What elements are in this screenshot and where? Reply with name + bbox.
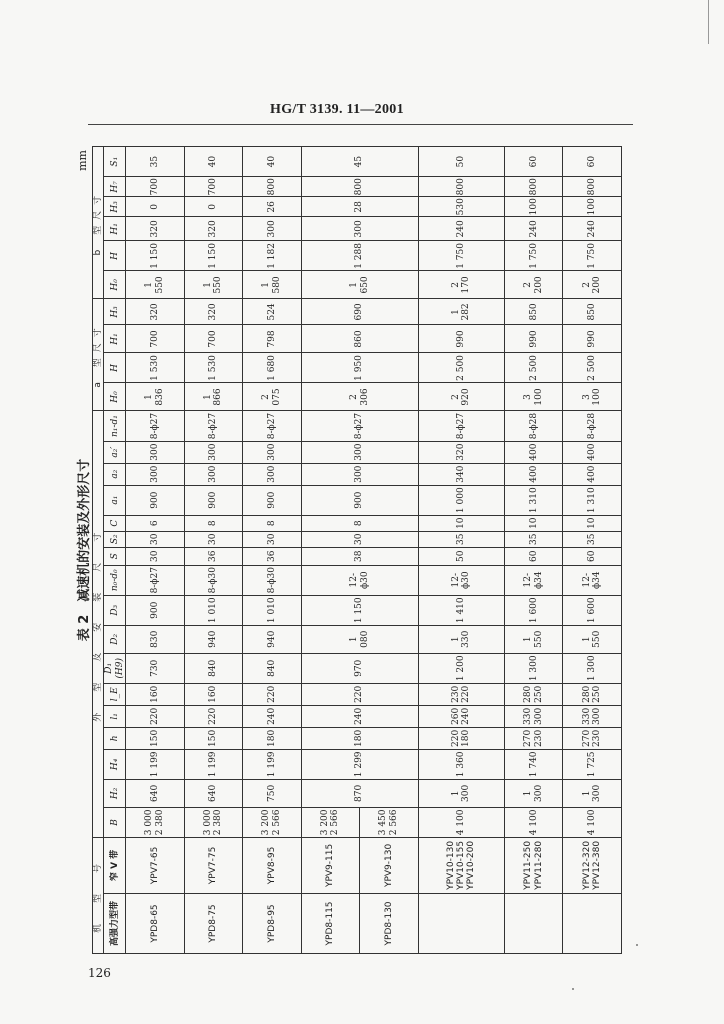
cell-ah: 1 530	[184, 353, 243, 383]
cell-le: 230 220	[418, 683, 504, 705]
cell-c: 8	[301, 515, 418, 531]
cell-bh3: 530	[418, 197, 504, 217]
cell-m1: YPD8-130	[360, 893, 419, 953]
cell-d3: 1 010	[184, 595, 243, 625]
cell-a1: 900	[126, 485, 185, 515]
cell-bh7: 800	[243, 177, 302, 197]
cell-b: 4 100	[563, 807, 622, 837]
cell-a2p: 300	[301, 441, 418, 463]
cell-d3: 1 410	[418, 595, 504, 625]
cell-ah1: 700	[126, 325, 185, 353]
cell-m2: YPV10-130 YPV10-155 YPV10-200	[418, 837, 504, 893]
cell-d3: 900	[126, 595, 185, 625]
unit-label: mm	[76, 150, 89, 171]
cell-h: 270 230	[563, 727, 622, 749]
cell-b: 4 100	[418, 807, 504, 837]
table-title: 表 2 减速机的安装及外形尺寸	[77, 458, 92, 642]
cell-ah3: 1 282	[418, 299, 504, 325]
col-header: H₂	[104, 779, 126, 807]
cell-s: 50	[418, 547, 504, 565]
cell-bh3: 100	[563, 197, 622, 217]
col-header-high-strength-belt: 高强力型带	[104, 893, 126, 953]
cell-h: 220 180	[418, 727, 504, 749]
cell-d2: 940	[243, 625, 302, 653]
install-group-header: 外 型 及 安 装 尺 寸	[93, 411, 104, 837]
cell-d1: 1 300	[504, 653, 563, 683]
cell-le: 220	[243, 683, 302, 705]
cell-n1d1: 8-ϕ28	[563, 411, 622, 441]
cell-bh1: 300	[243, 217, 302, 241]
cell-b: 4 100	[504, 807, 563, 837]
cell-a1: 1 310	[504, 485, 563, 515]
cell-bh3: 26	[243, 197, 302, 217]
cell-ah0: 2 306	[301, 383, 418, 411]
cell-bh7: 700	[126, 177, 185, 197]
col-header: l_E	[104, 683, 126, 705]
cell-ah0: 3 100	[563, 383, 622, 411]
cell-a2p: 400	[563, 441, 622, 463]
cell-b: 3 200 2 566	[243, 807, 302, 837]
cell-bh3: 0	[126, 197, 185, 217]
cell-ah1: 700	[184, 325, 243, 353]
cell-m2: YPV8-95	[243, 837, 302, 893]
cell-d1: 730	[126, 653, 185, 683]
cell-bh7: 800	[504, 177, 563, 197]
group-header-row	[93, 147, 104, 954]
col-header: C	[104, 515, 126, 531]
cell-ah: 1 950	[301, 353, 418, 383]
cell-ah0: 2 075	[243, 383, 302, 411]
cell-b: 3 000 2 380	[184, 807, 243, 837]
cell-ah: 2 500	[504, 353, 563, 383]
cell-d1: 1 300	[563, 653, 622, 683]
cell-a1: 900	[243, 485, 302, 515]
cell-ah1: 990	[418, 325, 504, 353]
cell-bh: 1 150	[126, 241, 185, 271]
cell-n1d1: 8-ϕ27	[184, 411, 243, 441]
cell-s2: 30	[126, 531, 185, 547]
table-row	[126, 147, 185, 954]
table-row	[301, 147, 360, 954]
cell-ah1: 990	[504, 325, 563, 353]
col-header: H₃	[104, 299, 126, 325]
cell-n0d0: 8-ϕ30	[243, 565, 302, 595]
cell-d3: 1 150	[301, 595, 418, 625]
col-header: S₁	[104, 147, 126, 177]
cell-m2: YPV9-115	[301, 837, 360, 893]
standard-number: HG/T 3139. 11—2001	[270, 102, 404, 117]
col-header: l₁	[104, 705, 126, 727]
cell-bh3: 28	[301, 197, 418, 217]
cell-l1: 220	[126, 705, 185, 727]
cell-ah0: 2 920	[418, 383, 504, 411]
cell-d3: 1 600	[504, 595, 563, 625]
cell-l1: 330 300	[504, 705, 563, 727]
b-type-group-header: b 型尺寸	[93, 147, 104, 299]
cell-d2: 830	[126, 625, 185, 653]
scan-edge-line	[708, 0, 709, 44]
cell-le: 160	[126, 683, 185, 705]
table-row	[418, 147, 504, 954]
cell-m2: YPV9-130	[360, 837, 419, 893]
cell-n0d0: 12-ϕ34	[504, 565, 563, 595]
cell-a1: 1 310	[563, 485, 622, 515]
cell-a2p: 320	[418, 441, 504, 463]
cell-le: 280 250	[504, 683, 563, 705]
cell-ah3: 320	[184, 299, 243, 325]
cell-d2: 940	[184, 625, 243, 653]
cell-s1: 60	[563, 147, 622, 177]
cell-b: 3 000 2 380	[126, 807, 185, 837]
col-header-narrow-v-belt: 窄 V 带	[104, 837, 126, 893]
cell-ah3: 320	[126, 299, 185, 325]
cell-h2: 1 300	[418, 779, 504, 807]
cell-n0d0: 8-ϕ30	[184, 565, 243, 595]
column-header-row	[104, 147, 126, 954]
cell-bh7: 700	[184, 177, 243, 197]
cell-bh1: 240	[504, 217, 563, 241]
cell-s2: 30	[301, 531, 418, 547]
cell-l1: 260 240	[418, 705, 504, 727]
cell-n1d1: 8-ϕ28	[504, 411, 563, 441]
cell-l1: 240	[243, 705, 302, 727]
cell-c: 10	[504, 515, 563, 531]
cell-d2: 1 550	[563, 625, 622, 653]
cell-bh0: 1 550	[184, 271, 243, 299]
cell-n1d1: 8-ϕ27	[418, 411, 504, 441]
cell-ah1: 990	[563, 325, 622, 353]
cell-h2: 640	[126, 779, 185, 807]
col-header: a₁	[104, 485, 126, 515]
col-header: S₂	[104, 531, 126, 547]
cell-s1: 40	[184, 147, 243, 177]
table-row	[184, 147, 243, 954]
cell-s: 60	[563, 547, 622, 565]
cell-h: 150	[184, 727, 243, 749]
cell-bh: 1 150	[184, 241, 243, 271]
cell-d1: 840	[243, 653, 302, 683]
cell-s2: 30	[243, 531, 302, 547]
cell-s: 30	[126, 547, 185, 565]
cell-h4: 1 199	[126, 749, 185, 779]
cell-b: 3 200 2 566	[301, 807, 360, 837]
cell-bh: 1 750	[563, 241, 622, 271]
col-header: H₁	[104, 325, 126, 353]
cell-l1: 240	[301, 705, 418, 727]
cell-le: 160	[184, 683, 243, 705]
a-type-group-header: a 型尺寸	[93, 299, 104, 411]
cell-bh: 1 182	[243, 241, 302, 271]
cell-a1: 1 000	[418, 485, 504, 515]
cell-ah0: 1 866	[184, 383, 243, 411]
cell-n0d0: 12-ϕ30	[418, 565, 504, 595]
cell-d3: 1 010	[243, 595, 302, 625]
table-row	[243, 147, 302, 954]
cell-d2: 1 550	[504, 625, 563, 653]
cell-bh7: 800	[563, 177, 622, 197]
cell-bh0: 2 170	[418, 271, 504, 299]
cell-a2: 400	[504, 463, 563, 485]
cell-h: 180	[243, 727, 302, 749]
table-row	[504, 147, 563, 954]
col-header: n₀-d₀	[104, 565, 126, 595]
cell-l1: 220	[184, 705, 243, 727]
cell-n1d1: 8-ϕ27	[301, 411, 418, 441]
cell-s: 36	[184, 547, 243, 565]
cell-s: 36	[243, 547, 302, 565]
cell-h4: 1 199	[184, 749, 243, 779]
cell-s1: 50	[418, 147, 504, 177]
cell-h2: 1 300	[563, 779, 622, 807]
cell-n0d0: 12-ϕ30	[301, 565, 418, 595]
col-header: S	[104, 547, 126, 565]
cell-h2: 1 300	[504, 779, 563, 807]
dimension-table	[92, 146, 622, 954]
cell-a2: 300	[184, 463, 243, 485]
col-header: H₄	[104, 749, 126, 779]
cell-m1	[504, 893, 563, 953]
cell-m1: YPD8-65	[126, 893, 185, 953]
cell-ah0: 3 100	[504, 383, 563, 411]
cell-s1: 40	[243, 147, 302, 177]
cell-d1: 970	[301, 653, 418, 683]
cell-bh0: 1 580	[243, 271, 302, 299]
cell-h2: 640	[184, 779, 243, 807]
header-rule	[88, 124, 633, 125]
cell-ah3: 524	[243, 299, 302, 325]
cell-a2p: 400	[504, 441, 563, 463]
cell-c: 8	[184, 515, 243, 531]
cell-s2: 35	[563, 531, 622, 547]
cell-le: 220	[301, 683, 418, 705]
col-header: a₂′	[104, 441, 126, 463]
cell-m1	[418, 893, 504, 953]
cell-h4: 1 299	[301, 749, 418, 779]
cell-c: 10	[563, 515, 622, 531]
cell-s2: 35	[504, 531, 563, 547]
cell-le: 280 250	[563, 683, 622, 705]
col-header: D₂	[104, 625, 126, 653]
cell-bh: 1 750	[418, 241, 504, 271]
cell-d2: 1 080	[301, 625, 418, 653]
cell-h4: 1 740	[504, 749, 563, 779]
cell-s1: 35	[126, 147, 185, 177]
cell-bh3: 100	[504, 197, 563, 217]
cell-l1: 330 300	[563, 705, 622, 727]
cell-bh3: 0	[184, 197, 243, 217]
scan-speck	[636, 944, 638, 946]
cell-bh0: 1 550	[126, 271, 185, 299]
cell-n1d1: 8-ϕ27	[126, 411, 185, 441]
col-header: D₁ (H9)	[104, 653, 126, 683]
cell-h2: 870	[301, 779, 418, 807]
cell-bh: 1 288	[301, 241, 418, 271]
cell-m2: YPV7-75	[184, 837, 243, 893]
cell-a2p: 300	[184, 441, 243, 463]
cell-a2: 300	[126, 463, 185, 485]
cell-h4: 1 725	[563, 749, 622, 779]
cell-m1: YPD8-115	[301, 893, 360, 953]
cell-d1: 1 200	[418, 653, 504, 683]
col-header: H	[104, 353, 126, 383]
cell-n1d1: 8-ϕ27	[243, 411, 302, 441]
cell-bh0: 1 650	[301, 271, 418, 299]
cell-n0d0: 8-ϕ27	[126, 565, 185, 595]
cell-ah3: 850	[504, 299, 563, 325]
cell-ah1: 860	[301, 325, 418, 353]
cell-m2: YPV12-320 YPV12-380	[563, 837, 622, 893]
cell-b: 3 450 2 566	[360, 807, 419, 837]
cell-bh7: 800	[418, 177, 504, 197]
col-header: H₀	[104, 383, 126, 411]
cell-c: 10	[418, 515, 504, 531]
cell-h: 180	[301, 727, 418, 749]
cell-bh1: 300	[301, 217, 418, 241]
cell-a2: 300	[243, 463, 302, 485]
rotated-table	[76, 146, 622, 954]
cell-h: 270 230	[504, 727, 563, 749]
cell-bh1: 320	[126, 217, 185, 241]
page-number: 126	[88, 966, 111, 980]
cell-a2p: 300	[126, 441, 185, 463]
cell-n0d0: 12-ϕ34	[563, 565, 622, 595]
col-header: H₇	[104, 177, 126, 197]
cell-d3: 1 600	[563, 595, 622, 625]
cell-bh: 1 750	[504, 241, 563, 271]
cell-bh1: 240	[563, 217, 622, 241]
col-header: a₂	[104, 463, 126, 485]
cell-ah3: 690	[301, 299, 418, 325]
cell-bh0: 2 200	[504, 271, 563, 299]
cell-s: 60	[504, 547, 563, 565]
cell-c: 8	[243, 515, 302, 531]
cell-ah: 2 500	[563, 353, 622, 383]
scan-speck	[572, 988, 574, 990]
cell-a2: 300	[301, 463, 418, 485]
cell-a1: 900	[184, 485, 243, 515]
cell-ah: 1 680	[243, 353, 302, 383]
table-row	[563, 147, 622, 954]
cell-h: 150	[126, 727, 185, 749]
cell-s2: 30	[184, 531, 243, 547]
cell-h4: 1 199	[243, 749, 302, 779]
col-header: H₁	[104, 217, 126, 241]
cell-ah: 1 530	[126, 353, 185, 383]
cell-c: 6	[126, 515, 185, 531]
cell-m2: YPV11-250 YPV11-280	[504, 837, 563, 893]
cell-a2p: 300	[243, 441, 302, 463]
col-header: h	[104, 727, 126, 749]
cell-d1: 840	[184, 653, 243, 683]
cell-h2: 750	[243, 779, 302, 807]
col-header: D₃	[104, 595, 126, 625]
cell-bh1: 240	[418, 217, 504, 241]
col-header: n₁-d₁	[104, 411, 126, 441]
cell-m1: YPD8-75	[184, 893, 243, 953]
cell-s: 38	[301, 547, 418, 565]
cell-a2: 400	[563, 463, 622, 485]
cell-m2: YPV7-65	[126, 837, 185, 893]
cell-s1: 60	[504, 147, 563, 177]
col-header: B	[104, 807, 126, 837]
cell-a2: 340	[418, 463, 504, 485]
cell-ah3: 850	[563, 299, 622, 325]
col-header: H₃	[104, 197, 126, 217]
model-group-header: 机 型 号	[93, 837, 104, 953]
cell-m1	[563, 893, 622, 953]
cell-bh7: 800	[301, 177, 418, 197]
cell-ah: 2 500	[418, 353, 504, 383]
table-body	[126, 147, 622, 954]
cell-d2: 1 330	[418, 625, 504, 653]
cell-ah1: 798	[243, 325, 302, 353]
cell-ah0: 1 836	[126, 383, 185, 411]
cell-h4: 1 360	[418, 749, 504, 779]
cell-s1: 45	[301, 147, 418, 177]
cell-m1: YPD8-95	[243, 893, 302, 953]
cell-a1: 900	[301, 485, 418, 515]
cell-s2: 35	[418, 531, 504, 547]
cell-bh0: 2 200	[563, 271, 622, 299]
cell-bh1: 320	[184, 217, 243, 241]
col-header: H	[104, 241, 126, 271]
col-header: H₀	[104, 271, 126, 299]
